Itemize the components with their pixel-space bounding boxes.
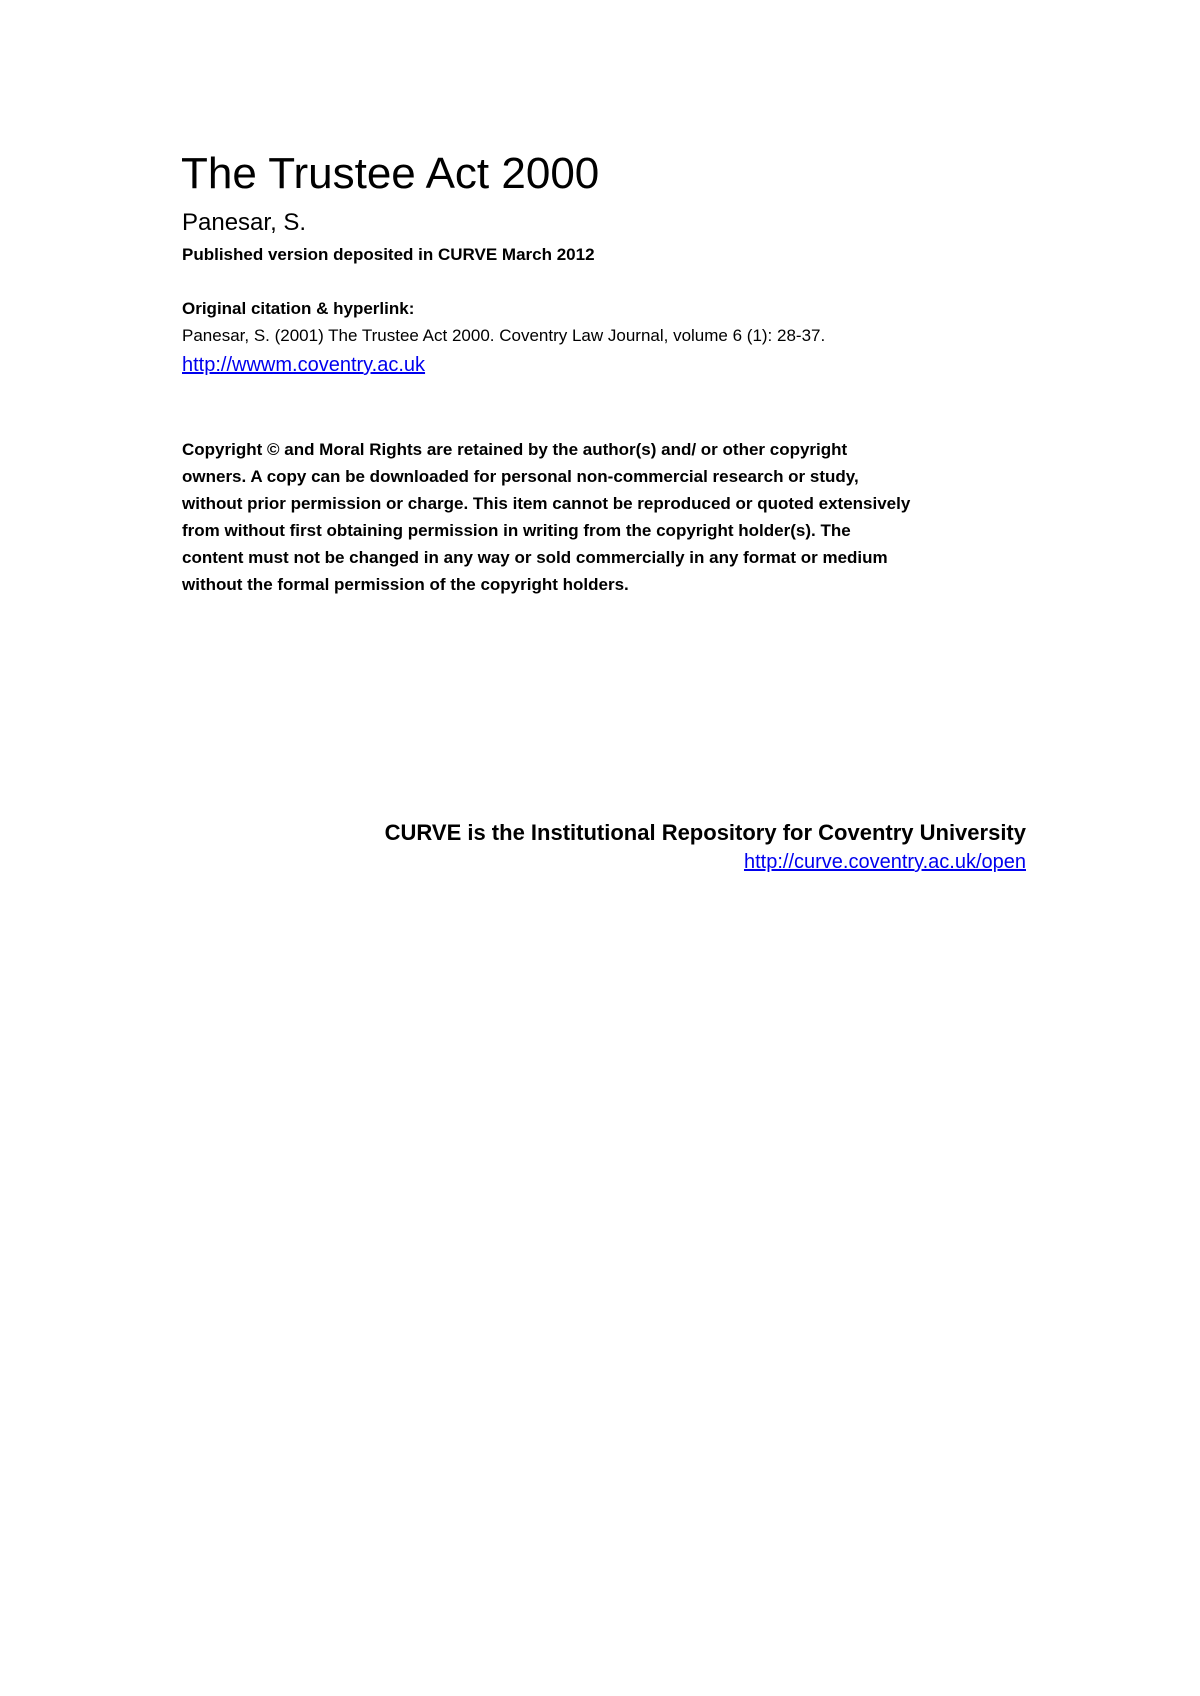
repository-link[interactable]: http://curve.coventry.ac.uk/open xyxy=(743,851,1026,873)
repository-statement: CURVE is the Institutional Repository for Coventry University xyxy=(384,820,1026,845)
copyright-line: owners. A copy can be downloaded for personal non-commercial research or study, xyxy=(182,467,859,486)
repository-block xyxy=(226,818,1026,876)
citation-heading: Original citation & hyperlink: xyxy=(182,299,415,318)
document-author: Panesar, S. xyxy=(182,209,307,236)
citation-text: Panesar, S. (2001) The Trustee Act 2000. Coventry Law Journal, volume 6 (1): 28-37. xyxy=(182,326,826,345)
copyright-notice xyxy=(182,436,1042,598)
deposit-note: Published version deposited in CURVE March 2012 xyxy=(182,245,595,264)
copyright-line: without prior permission or charge. This item cannot be reproduced or quoted extensively xyxy=(182,494,911,513)
copyright-line: from without first obtaining permission in writing from the copyright holder(s). The xyxy=(182,521,851,540)
document-title: The Trustee Act 2000 xyxy=(181,149,600,198)
citation-link[interactable]: http://wwwm.coventry.ac.uk xyxy=(182,354,426,376)
copyright-line: Copyright © and Moral Rights are retained by the author(s) and/ or other copyright xyxy=(182,440,848,459)
copyright-line: without the formal permission of the copyright holders. xyxy=(182,575,629,594)
copyright-line: content must not be changed in any way or sold commercially in any format or medium xyxy=(182,548,888,567)
